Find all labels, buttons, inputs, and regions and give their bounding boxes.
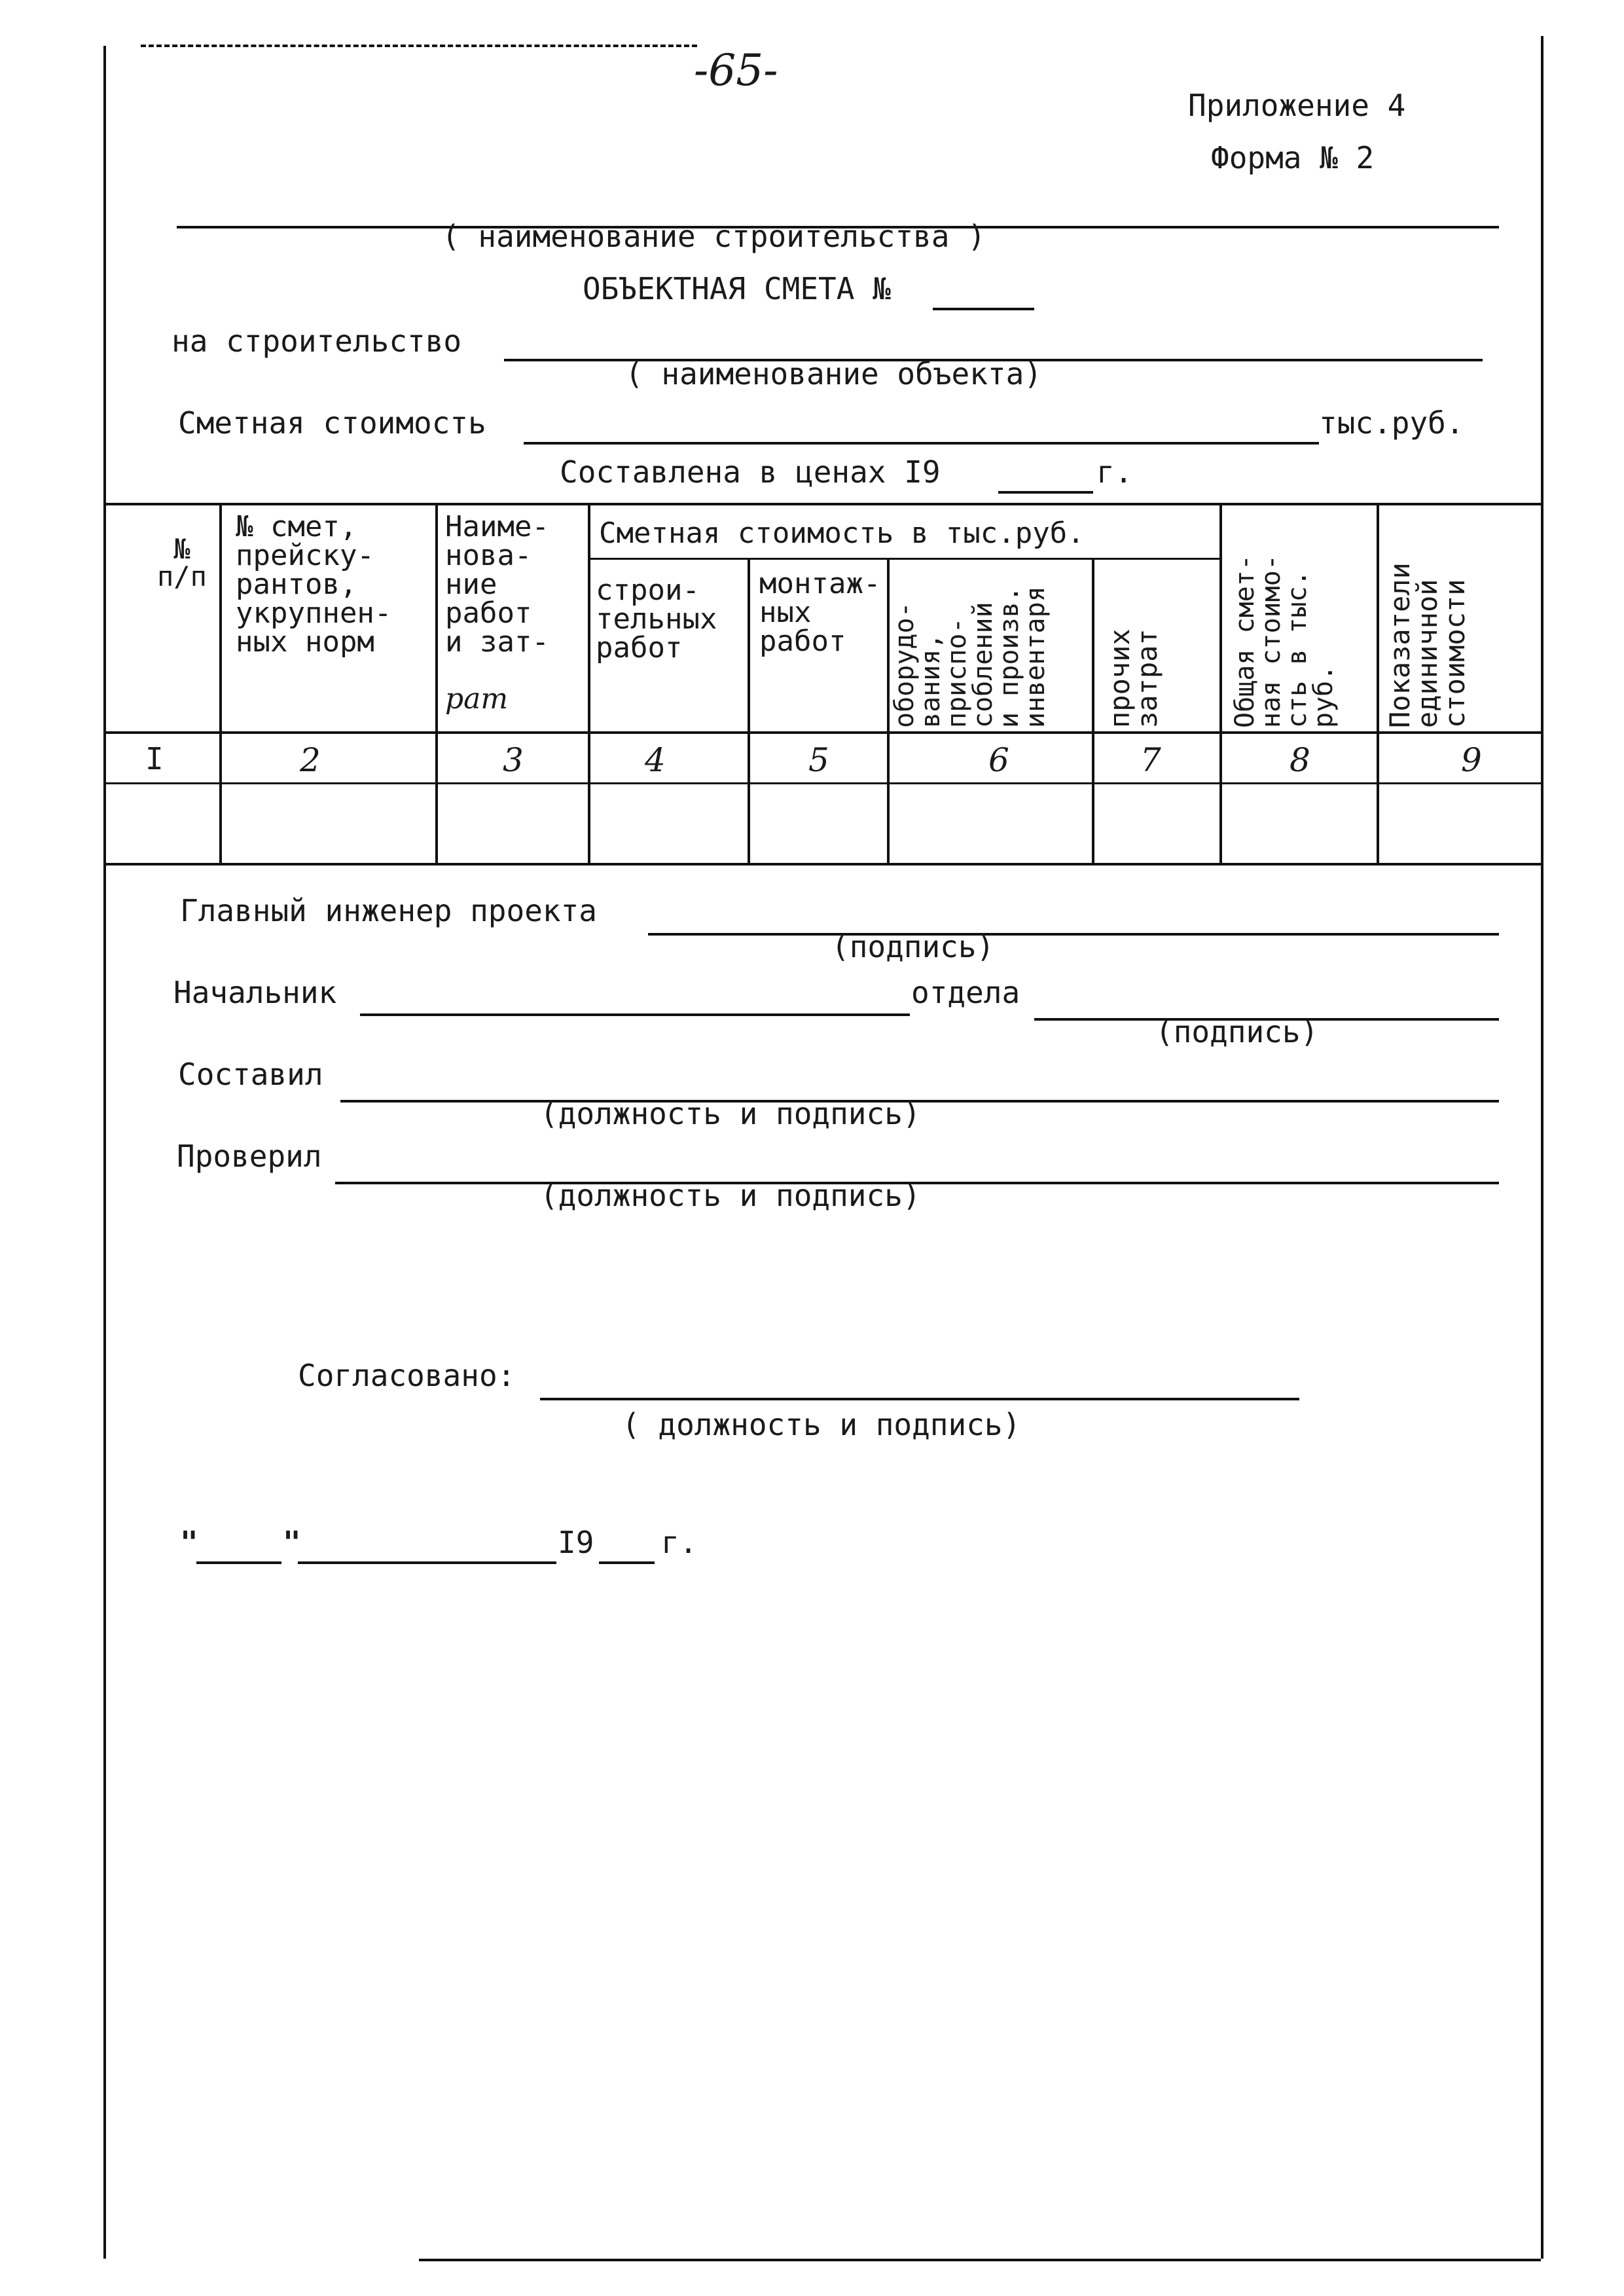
header-bottom-rule <box>105 731 1541 734</box>
cost-label: Сметная стоимость <box>178 405 486 441</box>
page-border-right <box>1541 36 1543 2259</box>
object-caption: ( наименование объекта) <box>625 356 1042 392</box>
chief-engineer-sign-caption: (подпись) <box>831 929 995 964</box>
col-divider-2 <box>435 504 438 864</box>
head-label: Начальник <box>173 975 337 1010</box>
col-header-other: прочих затрат <box>1104 629 1163 728</box>
date-close-quote: " <box>283 1525 301 1560</box>
compiled-label: Составил <box>178 1057 323 1092</box>
appendix-label: Приложение 4 <box>1188 88 1406 123</box>
page-border-top <box>141 45 697 47</box>
col-header-total: Общая смет- ная стоимо- сть в тыс. руб. <box>1230 555 1339 728</box>
col-number-5: 5 <box>808 741 829 779</box>
cost-line <box>524 442 1319 445</box>
col-header-work-name: Наиме- нова- ние работ и зат- <box>445 510 549 659</box>
page-border-left <box>103 46 106 2259</box>
table-top-rule <box>105 503 1541 505</box>
group-header-rule <box>589 558 1221 560</box>
head-name-line <box>360 1013 910 1016</box>
col-header-indicators: Показатели единичной стоимости <box>1384 562 1471 728</box>
agreed-caption: ( должность и подпись) <box>622 1407 1021 1442</box>
col-number-4: 4 <box>645 741 666 779</box>
for-construction-label: на строительство <box>171 323 462 359</box>
col-number-6: 6 <box>988 741 1009 779</box>
prices-suffix: г. <box>1096 454 1133 490</box>
page-border-bottom <box>419 2259 1541 2261</box>
col-divider-4 <box>748 559 750 864</box>
col-number-9: 9 <box>1461 741 1482 779</box>
col-header-group: Сметная стоимость в тыс.руб. <box>599 517 1085 550</box>
chief-engineer-label: Главный инженер проекта <box>180 893 597 928</box>
date-year-line <box>599 1561 655 1564</box>
col-divider-7 <box>1219 504 1222 864</box>
col-number-2: 2 <box>300 741 321 779</box>
compiled-caption: (должность и подпись) <box>540 1096 921 1131</box>
col-divider-6 <box>1092 559 1094 864</box>
col-number-8: 8 <box>1290 741 1310 779</box>
col-header-num: № п/п <box>157 533 207 592</box>
cost-unit: тыс.руб. <box>1319 405 1464 441</box>
col-divider-8 <box>1377 504 1379 864</box>
col-number-1: I <box>145 741 164 776</box>
construction-caption: ( наименование строительства ) <box>442 219 986 254</box>
number-row-rule <box>105 782 1541 784</box>
date-suffix: г. <box>661 1525 698 1560</box>
date-year: I9 <box>558 1525 594 1560</box>
col-number-7: 7 <box>1140 741 1161 779</box>
estimate-number-line <box>933 308 1034 310</box>
checked-label: Проверил <box>177 1139 322 1174</box>
col-divider-3 <box>588 504 590 864</box>
agreed-line <box>540 1398 1299 1400</box>
col-header-work-name-hand: рат <box>445 682 509 716</box>
dept-label: отдела <box>911 975 1020 1010</box>
prices-year-line <box>998 491 1093 494</box>
head-sign-caption: (подпись) <box>1155 1014 1319 1049</box>
form-label: Форма № 2 <box>1211 140 1375 175</box>
chief-engineer-line <box>648 933 1499 936</box>
prices-label: Составлена в ценах I9 <box>560 454 941 490</box>
date-day-line <box>196 1561 281 1564</box>
date-month-line <box>298 1561 556 1564</box>
col-divider-1 <box>219 504 222 864</box>
estimate-title: ОБЪЕКТНАЯ СМЕТА № <box>583 271 891 306</box>
checked-caption: (должность и подпись) <box>540 1178 921 1213</box>
agreed-label: Согласовано: <box>298 1358 516 1393</box>
col-number-3: 3 <box>503 741 524 779</box>
page-number: -65- <box>694 45 778 96</box>
col-header-estimates: № смет, прейску- рантов, укрупнен- ных норм <box>236 510 392 659</box>
col-header-installation: монтаж- ных работ <box>759 567 881 658</box>
table-bottom-rule <box>105 863 1541 866</box>
col-header-construction: строи- тельных работ <box>596 574 717 665</box>
col-header-equipment: оборудо- вания, приспо- соблений и произв. инвентаря <box>890 586 1051 728</box>
date-open-quote: " <box>180 1525 198 1560</box>
